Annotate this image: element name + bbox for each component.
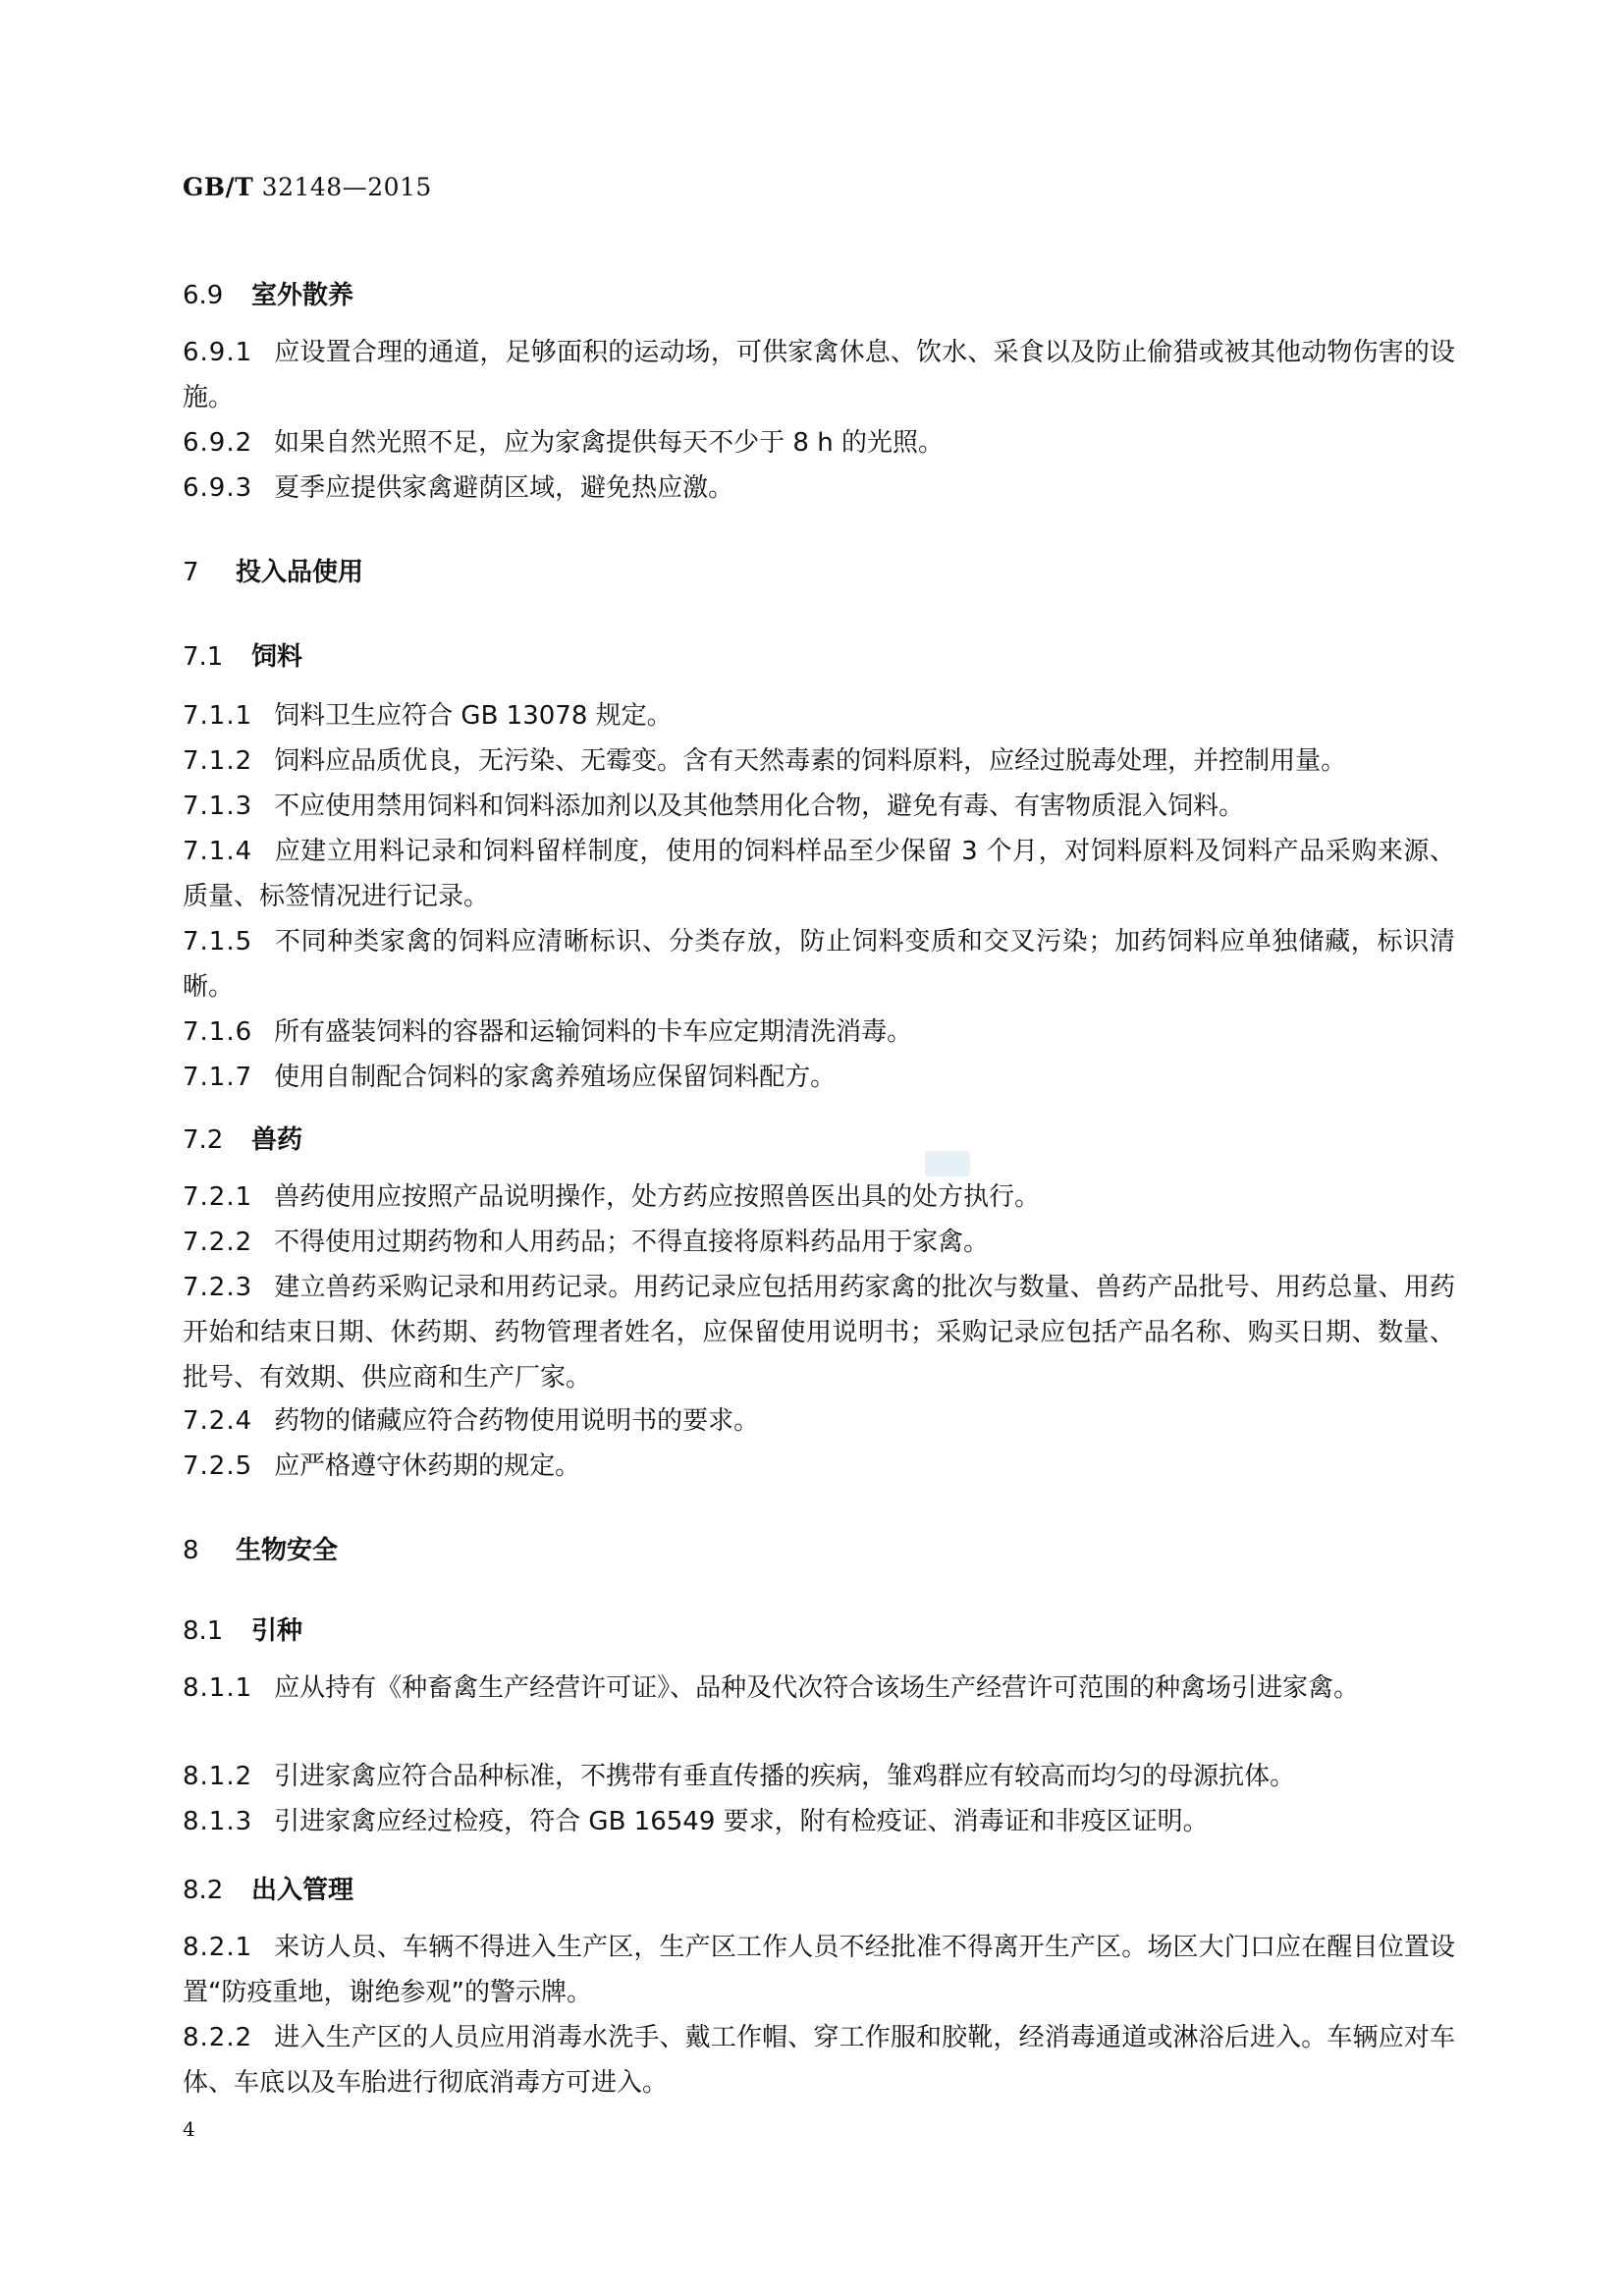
clause-text: 引进家禽应经过检疫，符合 GB 16549 要求，附有检疫证、消毒证和非疫区证明。: [274, 1807, 1209, 1836]
clause-text: 应建立用料记录和饲料留样制度，使用的饲料样品至少保留 3 个月，对饲料原料及饲料产品采购来源、质量、标签情况进行记录。: [183, 837, 1455, 911]
clause-number: 7.1.7: [183, 1063, 253, 1092]
clause-text: 所有盛装饲料的容器和运输饲料的卡车应定期清洗消毒。: [274, 1017, 913, 1047]
clause-paragraph: [183, 1754, 1455, 1799]
clause-number: 7.1.1: [183, 701, 253, 731]
clause-text: 应设置合理的通道，足够面积的运动场，可供家禽休息、饮水、采食以及防止偷猎或被其他动物伤害的设施。: [183, 338, 1455, 412]
clause-text: 不同种类家禽的饲料应清晰标识、分类存放，防止饲料变质和交叉污染；加药饲料应单独储藏，标识清晰。: [183, 927, 1455, 1002]
clause-number: 6.9.2: [183, 428, 253, 458]
standard-code: GB/T: [183, 173, 254, 201]
section-heading: [183, 1530, 338, 1566]
clause-number: 7.1.3: [183, 792, 253, 821]
section-number: 6.9: [183, 281, 224, 310]
clause-paragraph: [183, 1666, 1455, 1711]
clause-paragraph: [183, 1220, 1455, 1265]
page-number: 4: [183, 2117, 195, 2141]
section-title: 室外散养: [251, 281, 354, 310]
section-heading: [183, 275, 353, 311]
clause-paragraph: [183, 1265, 1455, 1400]
clause-number: 8.1.1: [183, 1673, 253, 1703]
section-title: 出入管理: [251, 1876, 354, 1905]
clause-number: 8.2.1: [183, 1933, 253, 1962]
section-heading: [183, 1611, 302, 1647]
clause-text: 引进家禽应符合品种标准，不携带有垂直传播的疾病，雏鸡群应有较高而均匀的母源抗体。: [274, 1762, 1296, 1791]
clause-paragraph: [183, 330, 1455, 420]
section-number: 8.2: [183, 1876, 224, 1905]
clause-text: 饲料应品质优良，无污染、无霉变。含有天然毒素的饲料原料，应经过脱毒处理，并控制用量。: [274, 746, 1347, 776]
section-heading: [183, 1870, 353, 1906]
clause-number: 7.1.2: [183, 746, 253, 776]
clause-paragraph: [183, 1398, 1455, 1444]
clause-paragraph: [183, 465, 1455, 511]
clause-paragraph: [183, 784, 1455, 829]
standard-header: [183, 173, 432, 201]
clause-number: 8.2.2: [183, 2023, 253, 2052]
clause-number: 7.1.6: [183, 1017, 253, 1047]
clause-number: 7.2.5: [183, 1451, 253, 1481]
clause-text: 建立兽药采购记录和用药记录。用药记录应包括用药家禽的批次与数量、兽药产品批号、用药总量、用药开始和结束日期、休药期、药物管理者姓名，应保留使用说明书；采购记录应包括产品名称、购买日期、数量、批号、有效期、供应商和生产厂家。: [183, 1273, 1455, 1393]
clause-text: 应严格遵守休药期的规定。: [274, 1451, 581, 1481]
clause-paragraph: [183, 829, 1455, 919]
clause-paragraph: [183, 1010, 1455, 1055]
watermark-logo: [925, 1151, 970, 1176]
section-title: 引种: [251, 1616, 303, 1646]
clause-paragraph: [183, 2015, 1455, 2105]
clause-number: 7.1.5: [183, 927, 253, 957]
section-number: 8: [183, 1536, 199, 1565]
clause-text: 不得使用过期药物和人用药品；不得直接将原料药品用于家禽。: [274, 1228, 990, 1257]
clause-paragraph: [183, 1444, 1455, 1489]
clause-text: 使用自制配合饲料的家禽养殖场应保留饲料配方。: [274, 1063, 837, 1092]
clause-number: 7.2.3: [183, 1273, 253, 1302]
clause-text: 夏季应提供家禽避荫区域，避免热应激。: [274, 473, 734, 503]
section-title: 兽药: [251, 1125, 303, 1155]
section-heading: [183, 552, 363, 588]
clause-text: 兽药使用应按照产品说明操作，处方药应按照兽医出具的处方执行。: [274, 1182, 1041, 1212]
clause-number: 6.9.3: [183, 473, 253, 503]
clause-paragraph: [183, 1175, 1455, 1220]
clause-paragraph: [183, 1799, 1455, 1844]
clause-text: 不应使用禁用饲料和饲料添加剂以及其他禁用化合物，避免有毒、有害物质混入饲料。: [274, 792, 1245, 821]
section-number: 7.2: [183, 1125, 224, 1155]
clause-number: 7.2.2: [183, 1228, 253, 1257]
section-title: 投入品使用: [236, 558, 364, 587]
section-title: 生物安全: [236, 1536, 339, 1565]
clause-text: 进入生产区的人员应用消毒水洗手、戴工作帽、穿工作服和胶靴，经消毒通道或淋浴后进入。车辆应对车体、车底以及车胎进行彻底消毒方可进入。: [183, 2023, 1455, 2098]
clause-number: 7.1.4: [183, 837, 253, 866]
clause-paragraph: [183, 420, 1455, 465]
section-heading: [183, 1120, 302, 1156]
clause-text: 如果自然光照不足，应为家禽提供每天不少于 8 h 的光照。: [274, 428, 944, 458]
clause-text: 药物的储藏应符合药物使用说明书的要求。: [274, 1406, 760, 1436]
clause-paragraph: [183, 693, 1455, 738]
clause-number: 7.2.4: [183, 1406, 253, 1436]
clause-paragraph: [183, 1925, 1455, 2015]
clause-text: 应从持有《种畜禽生产经营许可证》、品种及代次符合该场生产经营许可范围的种禽场引进家禽。: [274, 1673, 1360, 1703]
section-number: 7.1: [183, 642, 224, 672]
clause-number: 8.1.3: [183, 1807, 253, 1836]
clause-number: 6.9.1: [183, 338, 253, 367]
standard-number: 32148—2015: [261, 173, 432, 201]
clause-paragraph: [183, 919, 1455, 1010]
clause-number: 8.1.2: [183, 1762, 253, 1791]
clause-text: 饲料卫生应符合 GB 13078 规定。: [274, 701, 673, 731]
section-number: 8.1: [183, 1616, 224, 1646]
clause-number: 7.2.1: [183, 1182, 253, 1212]
section-number: 7: [183, 558, 199, 587]
clause-paragraph: [183, 738, 1455, 784]
clause-paragraph: [183, 1055, 1455, 1100]
clause-text: 来访人员、车辆不得进入生产区，生产区工作人员不经批准不得离开生产区。场区大门口应在醒目位置设置“防疫重地，谢绝参观”的警示牌。: [183, 1933, 1455, 2007]
section-heading: [183, 636, 302, 673]
section-title: 饲料: [251, 642, 303, 672]
